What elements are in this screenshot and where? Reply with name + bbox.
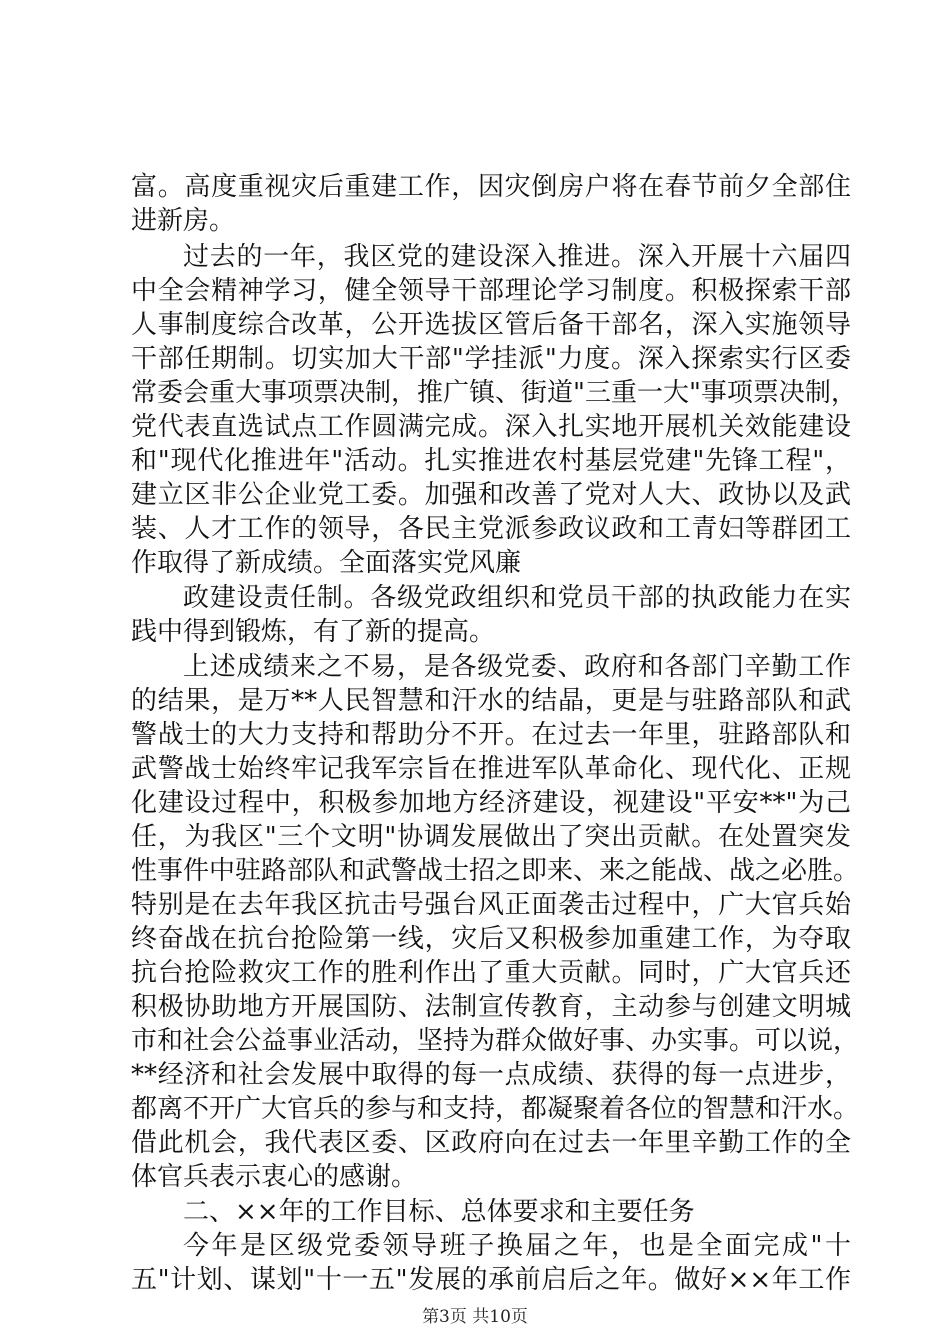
- paragraph-first-line: 政建设责任制。各级党政组织和党员干部的执政能力在实: [183, 583, 851, 613]
- paragraph-first-line: 过去的一年，我区党的建设深入推进。深入开展十六届四: [183, 242, 851, 272]
- text-line: 终奋战在抗台抢险第一线，灾后又积极参加重建工作，为夺取: [131, 924, 851, 954]
- text-line: 富。高度重视灾后重建工作，因灾倒房户将在春节前夕全部住: [131, 172, 851, 202]
- text-line: 借此机会，我代表区委、区政府向在过去一年里辛勤工作的全: [131, 1128, 851, 1158]
- text-line: 党代表直选试点工作圆满完成。深入扎实地开展机关效能建设: [131, 412, 851, 442]
- text-line: 任，为我区"三个文明"协调发展做出了突出贡献。在处置突发: [131, 822, 851, 852]
- text-line: 干部任期制。切实加大干部"学挂派"力度。深入探索实行区委: [131, 344, 851, 374]
- text-line: 人事制度综合改革，公开选拔区管后备干部名，深入实施领导: [131, 310, 851, 340]
- text-line: 积极协助地方开展国防、法制宣传教育，主动参与创建文明城: [131, 992, 851, 1022]
- text-line: 性事件中驻路部队和武警战士招之即来、来之能战、战之必胜。: [131, 856, 860, 886]
- text-line: 中全会精神学习，健全领导干部理论学习制度。积极探索干部: [131, 276, 851, 306]
- text-line: 市和社会公益事业活动，坚持为群众做好事、办实事。可以说，: [131, 1026, 860, 1056]
- text-line: 五"计划、谋划"十一五"发展的承前启后之年。做好××年工作: [131, 1265, 851, 1295]
- page-number-footer: 第3页 共10页: [422, 1307, 528, 1327]
- text-line: **经济和社会发展中取得的每一点成绩、获得的每一点进步，: [131, 1060, 851, 1090]
- paragraph-first-line: 上述成绩来之不易，是各级党委、政府和各部门辛勤工作: [183, 652, 851, 682]
- text-line: 的结果，是万**人民智慧和汗水的结晶，更是与驻路部队和武: [131, 686, 851, 716]
- text-line: 建立区非公企业党工委。加强和改善了党对人大、政协以及武: [131, 480, 851, 510]
- text-line: 化建设过程中，积极参加地方经济建设，视建设"平安**"为己: [131, 788, 851, 818]
- paragraph-first-line: 今年是区级党委领导班子换届之年，也是全面完成"十: [183, 1231, 851, 1261]
- section-heading: 二、××年的工作目标、总体要求和主要任务: [183, 1197, 695, 1227]
- text-line: 进新房。: [131, 206, 236, 236]
- text-line: 武警战士始终牢记我军宗旨在推进军队革命化、现代化、正规: [131, 754, 851, 784]
- text-line: 警战士的大力支持和帮助分不开。在过去一年里，驻路部队和: [131, 720, 851, 750]
- text-line: 和"现代化推进年"活动。扎实推进农村基层党建"先锋工程"，: [131, 446, 851, 476]
- text-line: 装、人才工作的领导，各民主党派参政议政和工青妇等群团工: [131, 514, 851, 544]
- text-line: 体官兵表示衷心的感谢。: [131, 1162, 418, 1192]
- text-line: 都离不开广大官兵的参与和支持，都凝聚着各位的智慧和汗水。: [131, 1094, 860, 1124]
- text-line: 抗台抢险救灾工作的胜利作出了重大贡献。同时，广大官兵还: [131, 958, 851, 988]
- text-line: 作取得了新成绩。全面落实党风廉: [131, 548, 522, 578]
- text-line: 特别是在去年我区抗击号强台风正面袭击过程中，广大官兵始: [131, 890, 851, 920]
- text-line: 常委会重大事项票决制，推广镇、街道"三重一大"事项票决制，: [131, 378, 857, 408]
- text-line: 践中得到锻炼，有了新的提高。: [131, 617, 496, 647]
